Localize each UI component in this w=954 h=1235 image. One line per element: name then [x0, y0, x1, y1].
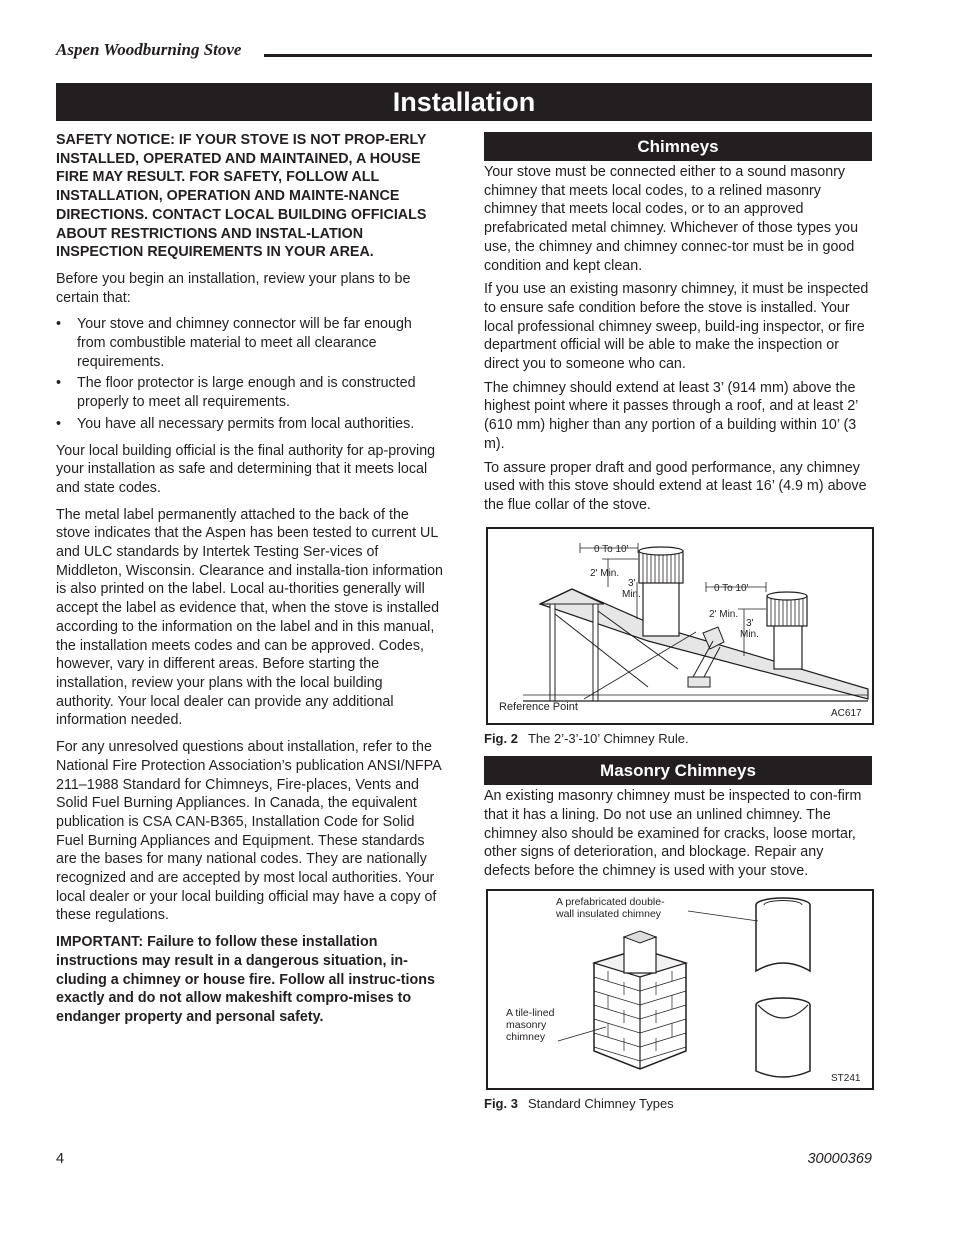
bullet: •: [56, 375, 62, 392]
fig2-caption: Fig. 2 The 2’-3’-10’ Chimney Rule.: [484, 730, 689, 746]
fig3-label: chimney: [506, 1030, 546, 1043]
chimneys-paragraph: The chimney should extend at least 3’ (914 mm) above the highest point where it passes through a roof, and at least 2’ (610 mm) higher than any portion of a building within 10’ (3 m).: [484, 379, 858, 452]
page-number: 4: [56, 1151, 65, 1167]
fig2-label: 3': [628, 577, 636, 589]
chimneys-heading: Chimneys: [484, 132, 872, 161]
fig3-label: masonry: [506, 1018, 547, 1031]
fig3-label: A prefabricated double-: [556, 895, 665, 908]
chimneys-paragraph: To assure proper draft and good performance, any chimney used with this stove should extend at least 16’ (4.9 m) above the flue collar of the stove.: [484, 459, 867, 513]
masonry-chimneys-heading: Masonry Chimneys: [484, 756, 872, 785]
fig3-label: wall insulated chimney: [556, 907, 662, 920]
page-title: Installation: [56, 83, 872, 121]
fig3-code: ST241: [831, 1072, 861, 1084]
masonry-paragraph: An existing masonry chimney must be inspected to con-firm that it has a lining. Do not use an unlined chimney. The chimney also should be examined for cracks, loose mortar, other signs of deterioration, and blockage. Repair any defects before the chimney is used with your stove.: [484, 788, 862, 880]
fig2-label: Min.: [622, 588, 641, 600]
figure-chimney-types: [486, 889, 874, 1090]
fig2-reference-label: Reference Point: [499, 700, 578, 713]
running-header: [56, 40, 872, 64]
fig2-label: 0 To 10': [594, 543, 629, 555]
intro-paragraph: Before you begin an installation, review your plans to be certain that:: [56, 270, 411, 306]
fig2-label: 3': [746, 617, 754, 629]
chimney-rule-diagram: [488, 529, 872, 723]
running-title: Aspen Woodburning Stove: [56, 40, 249, 60]
right-column: [484, 132, 872, 1122]
fig2-label: 2' Min.: [709, 608, 739, 620]
fig2-label: Min.: [740, 628, 759, 640]
list-item: • Your stove and chimney connector will be far enough from combustible material to meet all clearance requirements.: [56, 316, 412, 370]
document-number: 30000369: [807, 1151, 872, 1167]
fig3-label: A tile-lined: [506, 1006, 555, 1019]
authority-paragraph: Your local building official is the final authority for ap-proving your installation as safe and determining that it meets local and state codes.: [56, 442, 436, 496]
bullet: •: [56, 415, 62, 432]
fig3-caption: Fig. 3 Standard Chimney Types: [484, 1095, 674, 1111]
list-item: • You have all necessary permits from local authorities.: [56, 415, 415, 432]
figure-chimney-rule: [486, 527, 874, 725]
header-rule: [264, 54, 872, 57]
fig2-code: AC617: [831, 707, 862, 719]
requirements-list: [56, 315, 444, 433]
chimneys-paragraph: If you use an existing masonry chimney, it must be inspected to ensure safe condition before the stove is installed. Your local professional chimney sweep, build-ing inspector, or fire department official will be able to make the inspection or direct you to someone who can.: [484, 281, 869, 373]
list-item: • The floor protector is large enough and is constructed properly to meet all requirements.: [56, 375, 416, 411]
left-column: [56, 131, 444, 1035]
bullet: •: [56, 316, 62, 333]
safety-notice: SAFETY NOTICE: IF YOUR STOVE IS NOT PROP-ERLY INSTALLED, OPERATED AND MAINTAINED, A HOUSE FIRE MAY RESULT. FOR SAFETY, FOLLOW ALL INSTALLATION, OPERATION AND MAINTE-NANCE DIRECTIONS. CONTACT LOCAL BUILDING OFFICIALS ABOUT RESTRICTIONS AND INSTAL-LATION INSPECTION REQUIREMENTS IN YOUR AREA.: [56, 132, 427, 261]
important-notice: IMPORTANT: Failure to follow these installation instructions may result in a dangerous situation, in-cluding a chimney or house fire. Follow all instruc-tions exactly and do not allow makeshift compro-mises to endanger property and personal safety.: [56, 934, 435, 1025]
fig2-label: 2' Min.: [590, 567, 620, 579]
label-paragraph: The metal label permanently attached to the back of the stove indicates that the Aspen has been tested to current UL and ULC standards by Intertek Testing Ser-vices of Middleton, Wisconsin. Clearance and installa-tion information is also printed on the label. Local au-thorities generally will accept the label as evidence that, when the stove is installed according to the information on the label and in this manual, the installation meets codes and can be approved. Codes, however, vary in different areas. Before starting the installation, review your plans with the local building authority. Your local dealer can provide any additional information needed.: [56, 506, 444, 729]
chimney-types-diagram: [488, 891, 872, 1088]
fig2-label: 0 To 10': [714, 582, 749, 594]
nfpa-paragraph: For any unresolved questions about installation, refer to the National Fire Protection Association’s publication ANSI/NFPA 211–1988 Standard for Chimneys, Fire-places, Vents and Solid Fuel Burning Appliances. In Canada, the equivalent publication is CSA CAN-B365, Installation Code for Solid Fuel Burning Appliances and Equipment. These standards are the bases for many national codes. They are nationally recognized and are accepted by most local authorities. Your local dealer or your local building official may have a copy of these regulations.: [56, 739, 441, 924]
chimneys-paragraph: Your stove must be connected either to a sound masonry chimney that meets local codes, to a relined masonry chimney that meets local codes, or to an approved prefabricated metal chimney. Whichever of those types you use, the chimney and chimney connec-tor must be in good condition and kept clean.: [484, 164, 859, 274]
